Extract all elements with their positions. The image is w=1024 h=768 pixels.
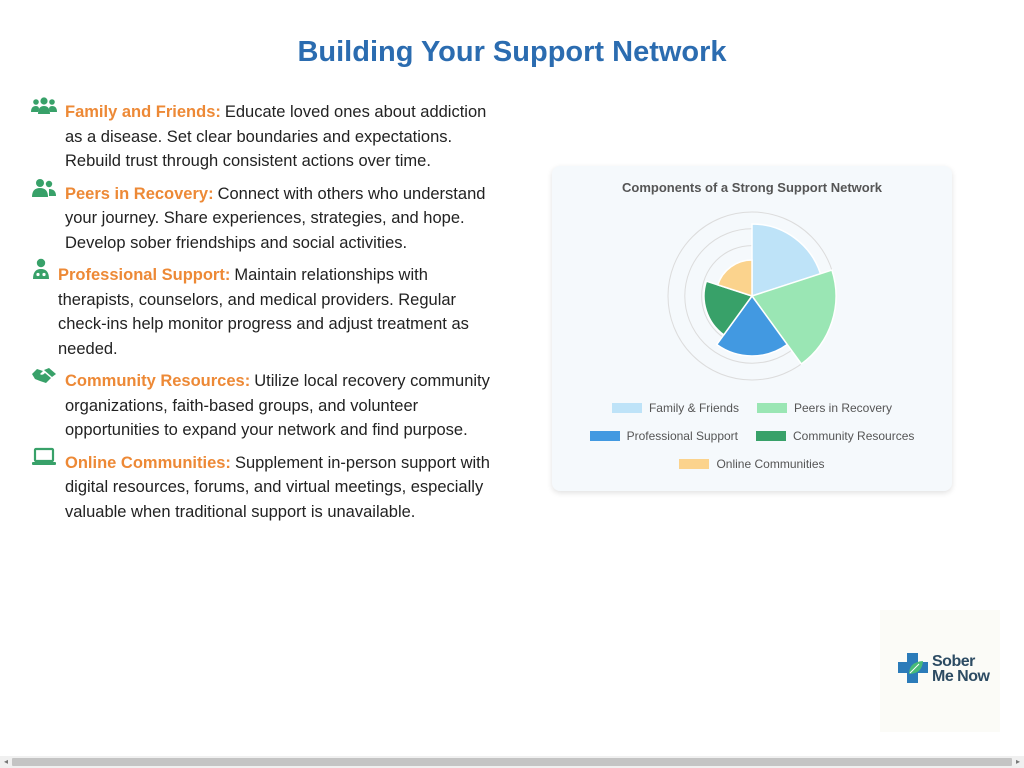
item-heading: Professional Support: [58, 266, 231, 284]
horizontal-scrollbar[interactable] [0, 756, 1024, 768]
item-heading: Peers in Recovery: [65, 184, 214, 203]
item-description: Maintain relationships with therapists, counselors, and medical providers. Regular check-ins help monitor progress and adjust treatment as needed. [58, 266, 469, 358]
legend-swatch [756, 431, 786, 441]
legend-label: Family & Friends [648, 401, 739, 415]
doctor-icon [30, 257, 52, 281]
legend-label: Peers in Recovery [793, 401, 893, 415]
chart-title: Components of a Strong Support Network [622, 180, 882, 195]
legend-swatch [679, 459, 709, 469]
legend-label: Professional Support [626, 429, 739, 443]
item-heading: Family and Friends: [65, 103, 221, 121]
legend-swatch [590, 431, 620, 441]
legend-item[interactable] [679, 457, 824, 471]
item-description: Supplement in-person support with digital resources, forums, and virtual meetings, especially valuable when traditional support is unavailable. [65, 453, 490, 521]
legend-item[interactable] [612, 401, 739, 415]
scroll-left-icon[interactable]: ◂ [3, 757, 8, 766]
legend-item[interactable] [756, 429, 914, 443]
support-item [30, 182, 490, 256]
users-icon [30, 94, 58, 118]
support-list [30, 100, 490, 532]
legend-label: Community Resources [793, 429, 915, 443]
chart-legend [552, 394, 952, 478]
legend-swatch [612, 403, 642, 413]
handshake-icon [30, 363, 58, 387]
item-heading: Community Resources: [65, 372, 251, 390]
support-item [30, 263, 490, 361]
item-heading: Online Communities: [65, 453, 231, 472]
laptop-icon [30, 445, 58, 469]
page-title: Building Your Support Network [297, 36, 727, 68]
scroll-right-icon[interactable]: ▸ [1015, 757, 1020, 766]
support-item [30, 451, 490, 525]
medical-cross-leaf-icon [897, 652, 929, 684]
user-friends-icon [30, 176, 58, 200]
support-item [30, 369, 490, 443]
chart-card [552, 166, 952, 491]
legend-item[interactable] [590, 429, 738, 443]
logo [880, 610, 1000, 732]
legend-label: Online Communities [716, 457, 825, 471]
legend-swatch [757, 403, 787, 413]
legend-item[interactable] [757, 401, 892, 415]
item-description: Connect with others who understand your journey. Share experiences, strategies, and hope. Develop sober friendships and social activities. [65, 184, 486, 252]
item-description: Utilize local recovery community organizations, faith-based groups, and volunteer opportunities to expand your network and find purpose. [65, 372, 490, 439]
item-description: Educate loved ones about addiction as a disease. Set clear boundaries and expectations. Rebuild trust through consistent actions over time. [65, 103, 487, 170]
scrollbar-thumb[interactable] [12, 758, 1012, 766]
support-item [30, 100, 490, 174]
polar-area-chart [552, 166, 952, 396]
logo-text: Sober Me Now [932, 653, 990, 685]
